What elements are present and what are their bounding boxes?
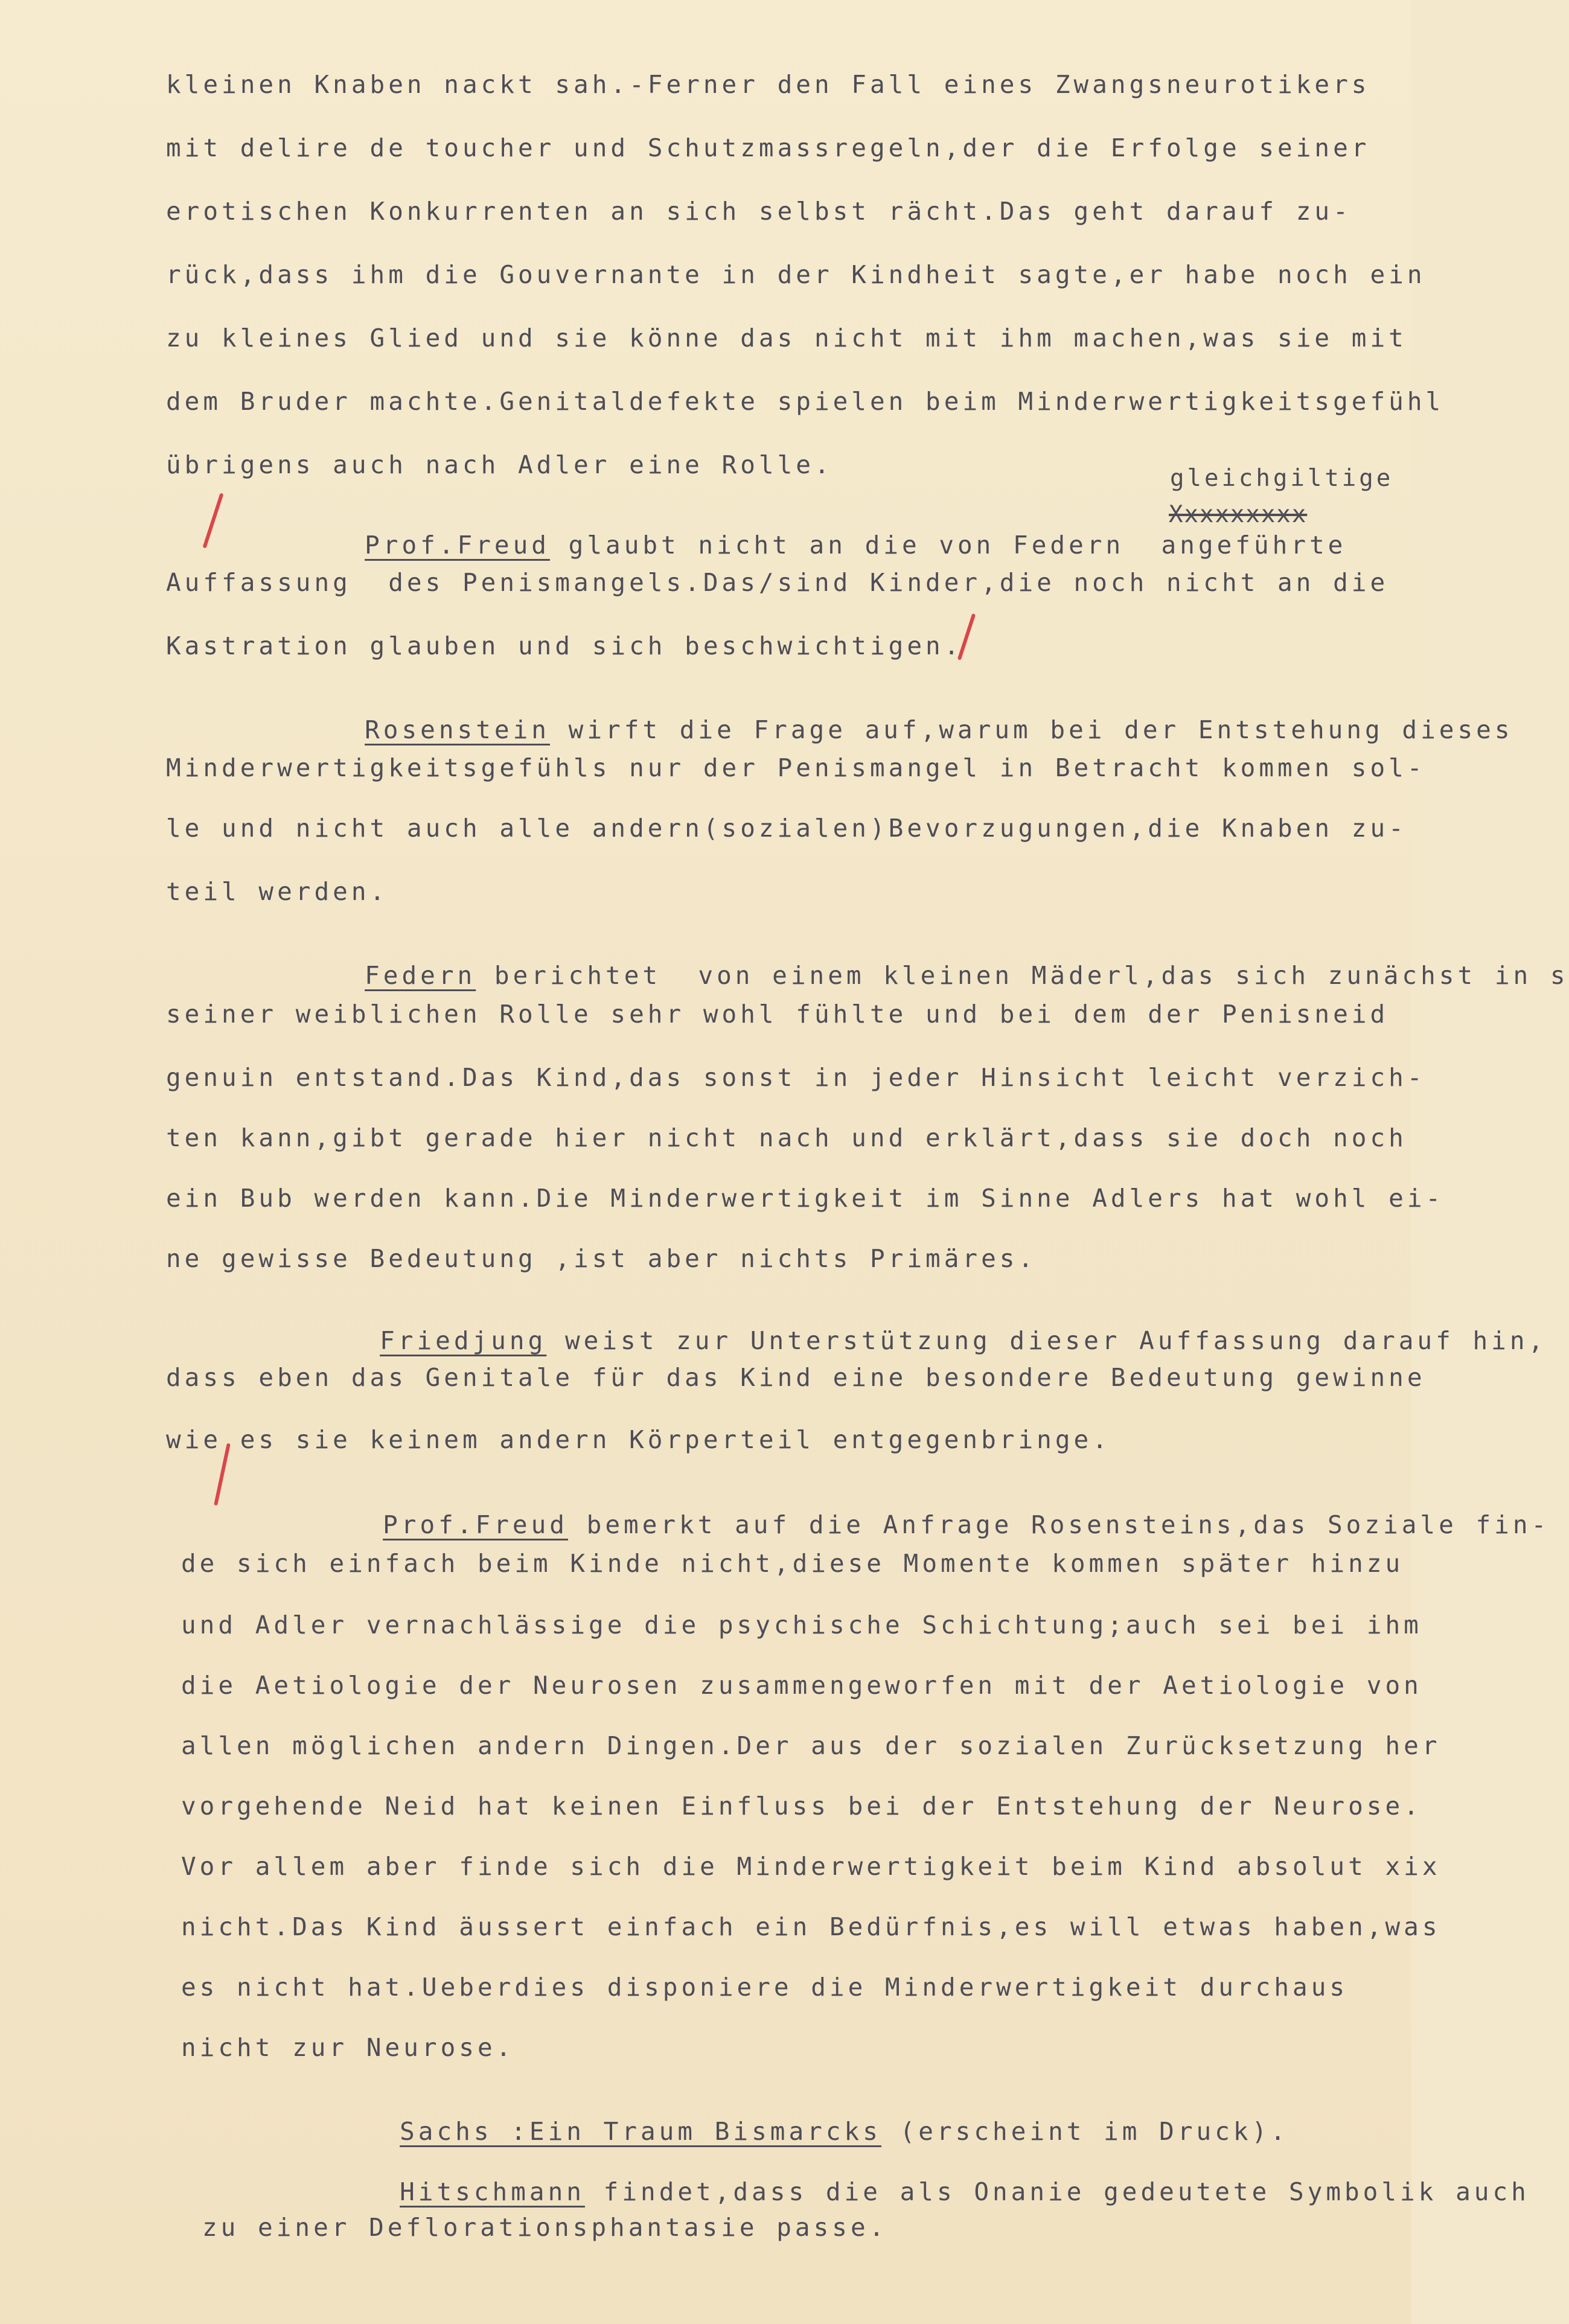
speaker-name: Sachs :Ein Traum Bismarcks (400, 2117, 881, 2146)
text-line: Auffassung des Penismangels.Das/sind Kinder,die noch nicht an die (166, 568, 1389, 597)
text-line: wie es sie keinem andern Körperteil entgegenbringe. (166, 1425, 1111, 1454)
speaker-name: Friedjung (380, 1326, 547, 1355)
text-line: mit delire de toucher und Schutzmassregeln,der die Erfolge seiner (166, 133, 1370, 162)
speaker-name: Federn (365, 961, 476, 990)
text-line: ein Bub werden kann.Die Minderwertigkeit im Sinne Adlers hat wohl ei- (166, 1184, 1445, 1213)
speaker-text: wirft die Frage auf,warum bei der Entstehung dieses (549, 715, 1513, 744)
text-line: de sich einfach beim Kinde nicht,diese Momente kommen später hinzu (181, 1549, 1404, 1578)
speaker-name: Prof.Freud (383, 1510, 568, 1539)
red-margin-mark (202, 493, 223, 548)
text-line: ten kann,gibt gerade hier nicht nach und erklärt,dass sie doch noch (166, 1123, 1407, 1152)
text-line: teil werden. (166, 877, 389, 906)
speaker-name: Hitschmann (400, 2177, 585, 2206)
text-line: erotischen Konkurrenten an sich selbst rächt.Das geht darauf zu- (166, 197, 1352, 226)
text-line: zu einer Deflorationsphantasie passe. (202, 2213, 888, 2242)
text-line: Kastration glauben und sich beschwichtigen. (166, 631, 963, 660)
text-line: vorgehende Neid hat keinen Einfluss bei der Entstehung der Neurose. (181, 1792, 1422, 1821)
text-line: genuin entstand.Das Kind,das sonst in jeder Hinsicht leicht verzich- (166, 1063, 1426, 1092)
text-line: und Adler vernachlässige die psychische Schichtung;auch sei bei ihm (181, 1611, 1422, 1639)
speaker-text: weist zur Unterstützung dieser Auffassung darauf hin, (546, 1326, 1547, 1355)
text-line: nicht.Das Kind äussert einfach ein Bedürfnis,es will etwas haben,was (181, 1912, 1441, 1941)
text-line: le und nicht auch alle andern(sozialen)Bevorzugungen,die Knaben zu- (166, 814, 1407, 843)
text-line: seiner weiblichen Rolle sehr wohl fühlte und bei dem der Penisneid (166, 1000, 1389, 1029)
speaker-text: findet,dass die als Onanie gedeutete Symbolik auch (584, 2177, 1530, 2206)
text-line: die Aetiologie der Neurosen zusammengeworfen mit der Aetiologie von (181, 1671, 1422, 1700)
text-line: dem Bruder machte.Genitaldefekte spielen beim Minderwertigkeitsgefühl (166, 387, 1445, 416)
text-line: rück,dass ihm die Gouvernante in der Kindheit sagte,er habe noch ein (166, 260, 1426, 289)
text-line: zu kleines Glied und sie könne das nicht mit ihm machen,was sie mit (166, 324, 1407, 353)
text-line: allen möglichen andern Dingen.Der aus der sozialen Zurücksetzung her (181, 1731, 1441, 1760)
text-line: Minderwertigkeitsgefühls nur der Penismangel in Betracht kommen sol- (166, 753, 1426, 782)
text-line: übrigens auch nach Adler eine Rolle. (166, 450, 833, 479)
speaker-text: berichtet von einem kleinen Mäderl,das sich zunächst in s (476, 961, 1569, 990)
text-line: dass eben das Genitale für das Kind eine besondere Bedeutung gewinne (166, 1363, 1426, 1392)
text-line: ne gewisse Bedeutung ,ist aber nichts Primäres. (166, 1244, 1037, 1273)
text-line: Vor allem aber finde sich die Minderwertigkeit beim Kind absolut xix (181, 1852, 1441, 1881)
speaker-name: Prof.Freud (365, 531, 550, 560)
struck-word: Xxxxxxxxx (1169, 501, 1308, 528)
speaker-text: (erscheint im Druck). (881, 2117, 1289, 2146)
text-line: kleinen Knaben nackt sah.-Ferner den Fall eines Zwangsneurotikers (166, 70, 1370, 99)
text-line: es nicht hat.Ueberdies disponiere die Minderwertigkeit durchaus (181, 1973, 1349, 2002)
insertion-word: gleichgiltige (1170, 465, 1394, 492)
speaker-name: Rosenstein (365, 715, 550, 744)
text-line: nicht zur Neurose. (181, 2033, 515, 2062)
speaker-text: glaubt nicht an die von Federn angeführte (549, 531, 1366, 560)
speaker-text: bemerkt auf die Anfrage Rosensteins,das Soziale fin- (567, 1510, 1550, 1539)
